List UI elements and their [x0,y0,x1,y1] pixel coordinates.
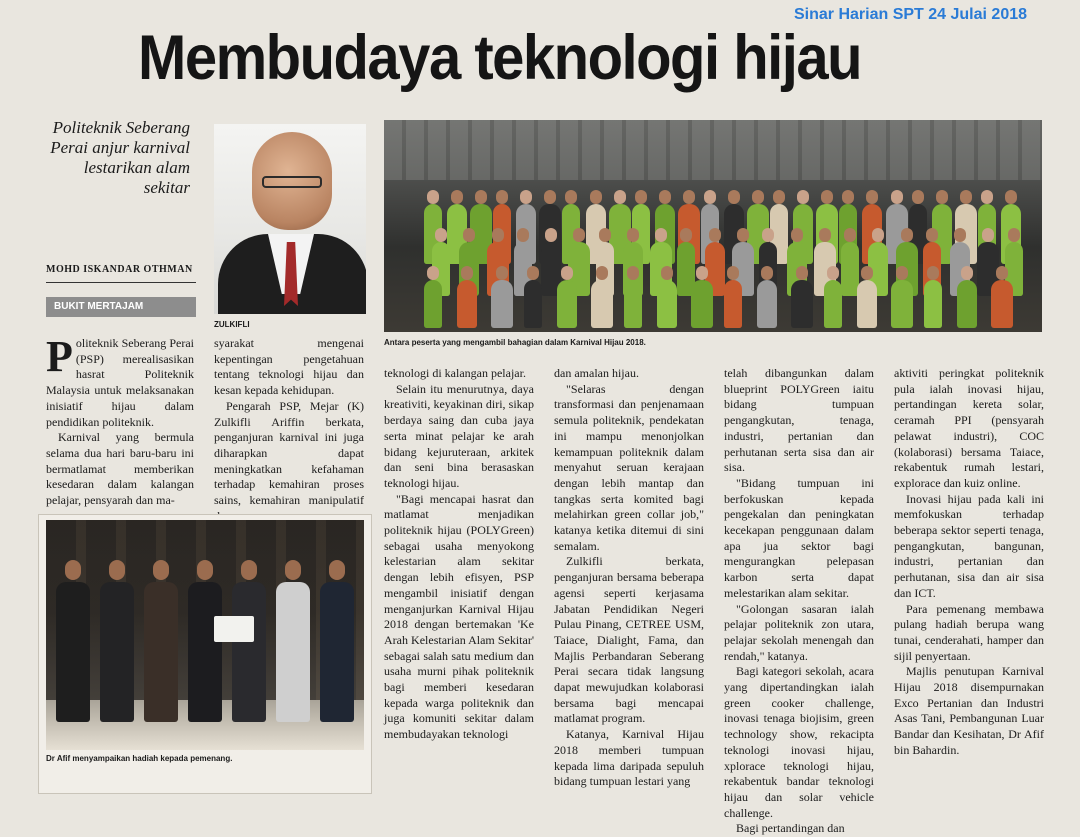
crowd-person-head [927,266,939,280]
crowd-person-head [861,266,873,280]
crowd-person-head [866,190,878,204]
crowd-person-head [872,228,884,242]
crowd-person-head [461,266,473,280]
article-paragraph: Majlis penutupan Karnival Hijau 2018 disempurnakan Exco Pertanian dan Industri Asas Tani, Pembangunan Luar Bandar dan Kesihatan, Dr Afif bin Bahardin. [894,664,1044,757]
crowd-person-head [683,190,695,204]
crowd-person [591,280,613,328]
crowd-person-head [520,190,532,204]
crowd-person-head [996,266,1008,280]
crowd-person-head [709,228,721,242]
award-person [320,582,354,722]
article-paragraph: telah dibangunkan dalam blueprint POLYGreen iaitu bidang tumpuan pengangkutan, tenaga, industri, pertanian dan perhutanan serta sisa dan air sisa. [724,366,874,475]
crowd-person-head [565,190,577,204]
article-paragraph [46,332,194,430]
crowd-person-head [590,190,602,204]
crowd-person-head [842,190,854,204]
crowd-person-head [797,190,809,204]
article-paragraph: Katanya, Karnival Hijau 2018 memberi tumpuan kepada lima daripada sepuluh bidang tumpuan lestari yang [554,727,704,789]
article-paragraph: Inovasi hijau pada kali ini memfokuskan terhadap beberapa sektor seperti tenaga, pengangkutan, bangunan, industri, pertanian dan perhutanan, sisa dan air sisa dan ICT. [894,491,1044,600]
article-col-4 [554,366,704,790]
award-person [144,582,178,722]
crowd-person-head [427,266,439,280]
crowd-person-head [981,190,993,204]
crowd-person-head [655,228,667,242]
crowd-person-head [427,190,439,204]
crowd-person [524,280,542,328]
byline-rule [46,282,196,283]
headline: Membudaya teknologi hijau [138,23,862,94]
crowd-person-head [599,228,611,242]
crowd-person-head [544,190,556,204]
article-paragraph: Bagi pertandingan dan [736,821,845,836]
crowd-person-head [475,190,487,204]
award-person [56,582,90,722]
crowd-person [791,280,813,328]
award-certificate [214,616,254,642]
crowd-person-head [796,266,808,280]
article-paragraph: "Bidang tumpuan ini berfokuskan kepada pengekalan dan peningkatan kecekapan penggunaan dalam apa jua sektor bagi mengurangkan pelepasan karbon serta dapat melestarikan alam sekitar. [724,475,874,600]
crowd-person [557,280,577,328]
crowd-person [724,280,742,328]
crowd-person-head [614,190,626,204]
crowd-person-head [492,228,504,242]
article-paragraph: "Bagi mencapai hasrat dan matlamat menjadikan politeknik hijau (POLYGreen) sebagai usaha menyokong kelestarian alam sekitar dengan lebih efisyen, PSP mengambil inisiatif dengan menganjurkan Karnival Hijau 2018 dengan bertemakan 'Ke Arah Kelestarian Alam Sekitar' sebagai salah satu medium dan usaha murni pihak politeknik bagi memberi kesedaran kepada warga politeknik dan juga komuniti sekitar dalam membudayakan teknologi [384,491,534,742]
award-person-head [241,560,257,580]
crowd-person-head [891,190,903,204]
crowd-person-head [496,190,508,204]
portrait-photo [214,124,366,314]
group-photo [384,120,1042,332]
crowd-person-head [961,266,973,280]
crowd-person-head [596,266,608,280]
award-person [188,582,222,722]
article-col-3 [384,366,534,743]
crowd-person-head [659,190,671,204]
crowd-person-head [573,228,585,242]
crowd-person-head [752,190,764,204]
portrait-glasses [262,176,322,188]
crowd-person-head [451,190,463,204]
crowd-person-head [821,190,833,204]
award-person-head [109,560,125,580]
award-person-head [197,560,213,580]
group-photo-caption: Antara peserta yang mengambil bahagian dalam Karnival Hijau 2018. [384,338,646,347]
article-paragraph: Selain itu menurutnya, daya kreativiti, keyakinan diri, sikap berdaya saing dan cuba jaya serta minat pelajar ke arah bidang kejuruteraan, arkitek dan seni bina berasaskan teknologi hijau. [384,381,534,490]
crowd-person-head [545,228,557,242]
award-person [232,582,266,722]
portrait-label: ZULKIFLI [214,320,250,329]
article-paragraph: aktiviti peringkat politeknik pula ialah inovasi hijau, pertandingan kereta solar, ceramah PPI (pensyarah pelawat industri), COC (kolaborasi) bersama Taiace, rekabentuk rumah lestari, explorace dan kuiz online. [894,366,1044,490]
crowd-person-head [762,228,774,242]
deck: Politeknik Seberang Perai anjur karnival lestarikan alam sekitar [50,118,190,197]
crowd-person-head [527,266,539,280]
crowd-person [457,280,477,328]
article-paragraph: Zulkifli berkata, penganjuran bersama beberapa agensi seperti kerjasama Jabatan Pendidikan Negeri Pulau Pinang, CETREE USM, Taiace, Dialight, Fama, dan Majlis Perbandaran Seberang Perai secara tidak langsung dapat mewujudkan kolaborasi bersama bagi mencapai matlamat program. [554,554,704,726]
crowd-person-head [926,228,938,242]
crowd-person-head [635,190,647,204]
crowd-person [491,280,513,328]
crowd-person [657,280,677,328]
crowd-person-head [661,266,673,280]
article-col-6 [894,366,1044,759]
article-paragraph: Para pemenang membawa pulang hadiah berupa wang tunai, cenderahati, hamper dan sijil penyertaan. [894,601,1044,663]
crowd-person-head [901,228,913,242]
crowd-person-head [819,228,831,242]
article-paragraph: Bagi kategori sekolah, acara yang dipertandingkan ialah green cooker challenge, inovasi tenaga biojisim, green technology show, rekacipta teknologi inovasi hijau, xplorace teknologi hijau, rekabentuk bandar teknologi hijau dan solar vehicle challenge. [724,664,874,820]
award-person-head [153,560,169,580]
article-col-5 [724,366,874,837]
crowd-person-head [463,228,475,242]
article-paragraph: syarakat mengenai kepentingan pengetahuan tentang teknologi hijau dan kesan kepada kehidupan. [214,336,364,398]
crowd-person-head [435,228,447,242]
award-person-head [329,560,345,580]
source-label: Sinar Harian SPT 24 Julai 2018 [794,6,1028,23]
crowd-person-head [844,228,856,242]
crowd-person [891,280,913,328]
location-tag: BUKIT MERTAJAM [46,297,196,317]
article-col-2 [214,336,364,524]
crowd-person [424,280,442,328]
crowd-person-head [496,266,508,280]
article-paragraph: Karnival yang bermula selama dua hari baru-baru ini bermatlamat memberikan kesedaran dalam kalangan pelajar, pensyarah dan ma- [46,430,194,508]
crowd-person-head [627,266,639,280]
crowd-person [691,280,713,328]
crowd-person-head [517,228,529,242]
crowd-person-head [696,266,708,280]
crowd-person [924,280,942,328]
article-paragraph: "Golongan sasaran ialah pelajar politeknik zon utara, pelajar sekolah menengah dan rendah," katanya. [724,601,874,663]
article-paragraph: dan amalan hijau. [554,366,639,380]
crowd-person-head [561,266,573,280]
article-paragraph: "Selaras dengan transformasi dan penjenamaan semula politeknik, pendekatan ini mampu menonjolkan kemampuan politeknik dalam menyahut seruan kerajaan dengan lebih mantap dan tangkas serta komited bagi melahirkan green collar job," katanya ketika ditemui di sini semalam. [554,381,704,553]
crowd-person [957,280,977,328]
crowd-person-head [1005,190,1017,204]
crowd-person-head [791,228,803,242]
crowd-person [624,280,642,328]
crowd-person-head [936,190,948,204]
byline: MOHD ISKANDAR OTHMAN [46,264,193,275]
bleed-text-right [960,30,1080,130]
crowd-person-head [627,228,639,242]
crowd-person-head [912,190,924,204]
crowd-person-head [827,266,839,280]
crowd-person-head [960,190,972,204]
crowd-person [824,280,842,328]
crowd-person-head [704,190,716,204]
crowd-person [757,280,777,328]
award-photo-caption: Dr Afif menyampaikan hadiah kepada pemenang. [46,754,233,763]
group-photo-crowd [414,170,1042,320]
award-person-head [285,560,301,580]
crowd-person [991,280,1013,328]
crowd-person [857,280,877,328]
crowd-person-head [1008,228,1020,242]
award-person [100,582,134,722]
article-col-1 [46,332,194,509]
article-paragraph: Pengarah PSP, Mejar (K) Zulkifli Ariffin berkata, penganjuran karnival ini juga diharapkan dapat meningkatkan kefahaman terhadap kemahiran proses sains, kemahiran manipulatif [214,398,364,508]
crowd-person-head [761,266,773,280]
crowd-person-head [954,228,966,242]
award-person-head [65,560,81,580]
crowd-person-head [728,190,740,204]
crowd-person-head [727,266,739,280]
article-paragraph: teknologi di kalangan pelajar. [384,366,526,380]
award-photo [46,520,364,750]
award-person [276,582,310,722]
article-text: oliteknik Seberang Perai (PSP) merealisasikan hasrat Politeknik Malaysia untuk melaksanakan inisiatif hijau dalam pendidikan politeknik. [46,336,194,429]
drop-cap: P [46,332,73,381]
crowd-person-head [896,266,908,280]
crowd-person-head [773,190,785,204]
crowd-person-head [737,228,749,242]
